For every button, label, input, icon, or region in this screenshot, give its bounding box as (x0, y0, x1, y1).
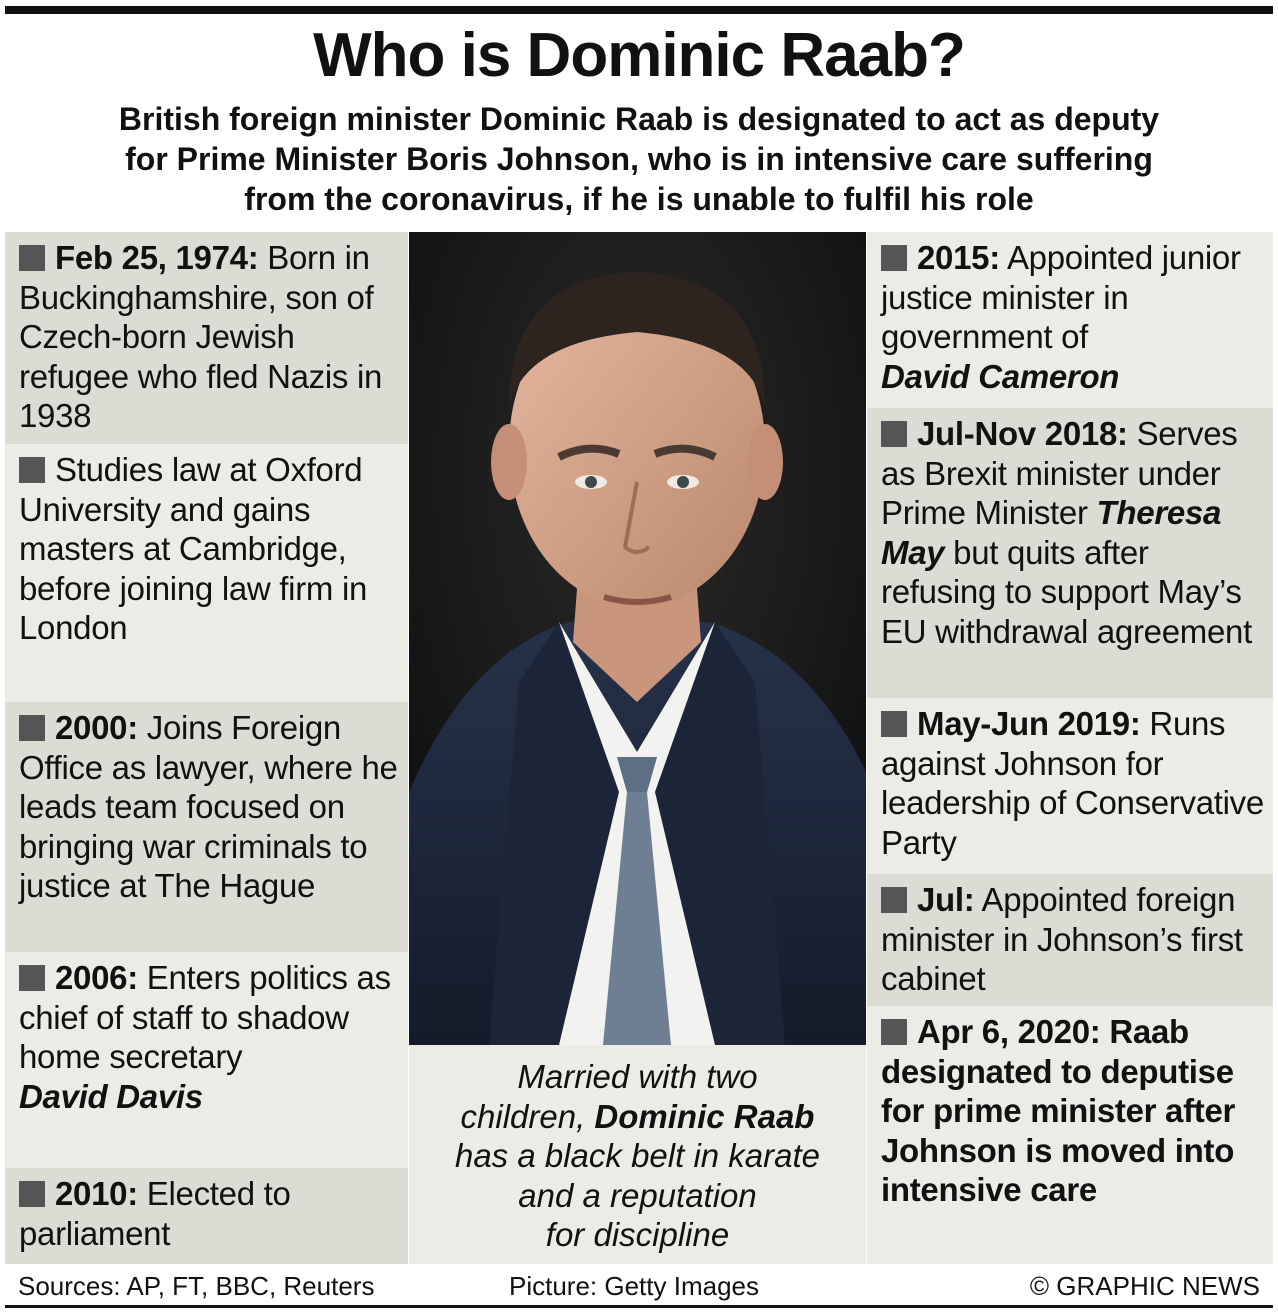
top-rule (5, 6, 1273, 14)
timeline-entry: 2015: Appointed junior justice minister in government of David Cameron (867, 232, 1273, 408)
photo-caption: Married with two children, Dominic Raab has a black belt in karate and a reputation for discipline (454, 1058, 821, 1253)
bullet-square-icon (881, 245, 907, 271)
portrait-illustration (409, 232, 866, 1045)
bullet-square-icon (19, 1181, 45, 1207)
sources-credit: Sources: AP, FT, BBC, Reuters (18, 1271, 375, 1301)
timeline-entry: 2006: Enters politics as chief of staff to shadow home secretary David Davis (5, 952, 408, 1168)
timeline-entry: Jul: Appointed foreign minister in Johnson’s first cabinet (867, 874, 1273, 1006)
bullet-square-icon (881, 1019, 907, 1045)
page-subtitle: British foreign minister Dominic Raab is designated to act as deputy for Prime Minister Boris Johnson, who is in intensive care suffering from the coronavirus, if he is unable to fulfil his role (118, 101, 1160, 217)
page-title: Who is Dominic Raab? (313, 21, 965, 90)
bullet-square-icon (19, 715, 45, 741)
timeline-entry: Studies law at Oxford University and gains masters at Cambridge, before joining law firm in London (5, 444, 408, 702)
timeline-entry: Feb 25, 1974: Born in Buckinghamshire, son of Czech-born Jewish refugee who fled Nazis in 1938 (5, 232, 408, 444)
caption-panel (409, 1045, 866, 1264)
timeline-entry: Jul-Nov 2018: Serves as Brexit minister under Prime Minister Theresa May but quits after refusing to support May’s EU withdrawal agreement (867, 408, 1273, 698)
timeline-entry: 2010: Elected to parliament (5, 1168, 408, 1264)
copyright-credit: © GRAPHIC NEWS (1029, 1271, 1260, 1301)
picture-credit: Picture: Getty Images (509, 1271, 759, 1301)
bullet-square-icon (19, 965, 45, 991)
timeline-entry: May-Jun 2019: Runs against Johnson for leadership of Conservative Party (867, 698, 1273, 874)
bullet-square-icon (881, 711, 907, 737)
bullet-square-icon (881, 887, 907, 913)
bullet-square-icon (19, 245, 45, 271)
left-timeline (5, 232, 408, 1264)
bottom-rule (5, 1305, 1273, 1308)
right-timeline (867, 232, 1273, 1264)
bullet-square-icon (881, 421, 907, 447)
timeline-entry: Apr 6, 2020: Raab designated to deputise for prime minister after Johnson is moved into intensive care (867, 1006, 1273, 1264)
portrait-photo (409, 232, 866, 1045)
bullet-square-icon (19, 457, 45, 483)
timeline-entry: 2000: Joins Foreign Office as lawyer, where he leads team focused on bringing war criminals to justice at The Hague (5, 702, 408, 952)
